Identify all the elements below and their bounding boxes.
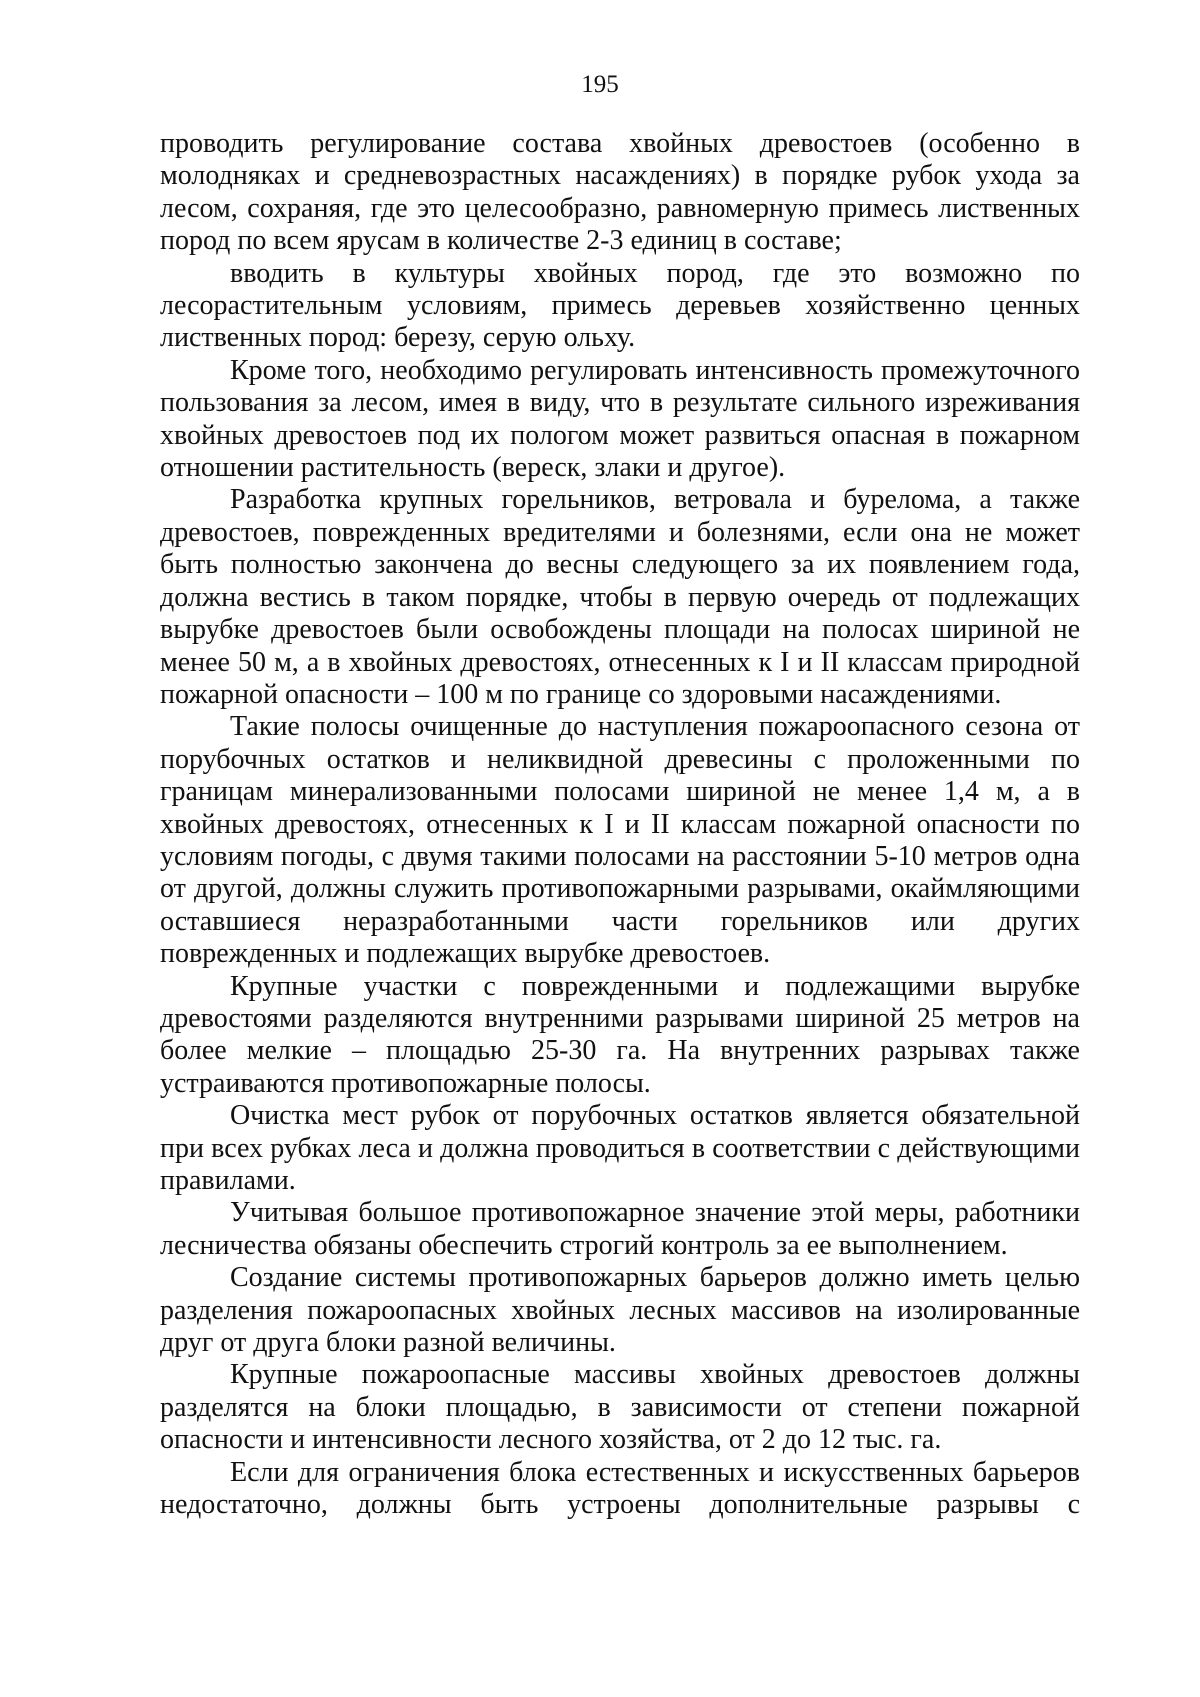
paragraph-internal-breaks: Крупные участки с поврежденными и подлежащими вырубке древостоями разделяются внутренними разрывами шириной 25 метров на более мелкие – площадью 25-30 га. На внутренних разрывах также устраиваются противопожарные полосы. bbox=[160, 970, 1080, 1099]
paragraph-additional-breaks: Если для ограничения блока естественных и искусственных барьеров недостаточно, должны быть устроены дополнительные разрывы с bbox=[160, 1456, 1080, 1521]
document-body bbox=[160, 128, 1080, 1521]
paragraph-control: Учитывая большое противопожарное значение этой меры, работники лесничества обязаны обеспечить строгий контроль за ее выполнением. bbox=[160, 1197, 1080, 1261]
paragraph-firebreak-strips: Такие полосы очищенные до наступления пожароопасного сезона от порубочных остатков и неликвидной древесины с проложенными по границам минерализованными полосами шириной не менее 1,4 м, а в хвойных древостоях, отнесенных к I и II классам пожарной опасности по условиям погоды, с двумя такими полосами на расстоянии 5-10 метров одна от другой, должны служить противопожарными разрывами, окаймляющими оставшиеся неразработанными части горельников или других поврежденных и подлежащих вырубке древостоев. bbox=[160, 711, 1080, 970]
paragraph-intermediate-use: Кроме того, необходимо регулировать интенсивность промежуточного пользования за лесом, имея в виду, что в результате сильного изреживания хвойных древостоев под их пологом может развиться опасная в пожарном отношении растительность (вереск, злаки и другое). bbox=[160, 354, 1080, 484]
paragraph-burned-areas: Разработка крупных горельников, ветровала и бурелома, а также древостоев, поврежденных вредителями и болезнями, если она не может быть полностью закончена до весны следующего за их появлением года, должна вестись в таком порядке, чтобы в первую очередь от подлежащих вырубке древостоев были освобождены площади на полосах шириной не менее 50 м, а в хвойных древостоях, отнесенных к I и II классам природной пожарной опасности – 100 м по границе со здоровыми насаждениями. bbox=[160, 484, 1080, 710]
paragraph-regulation-continuation: проводить регулирование состава хвойных древостоев (особенно в молодняках и средневозрастных насаждениях) в порядке рубок ухода за лесом, сохраняя, где это целесообразно, равномерную примесь лиственных пород по всем ярусам в количестве 2-3 единиц в составе; bbox=[160, 128, 1080, 257]
paragraph-slash-cleanup: Очистка мест рубок от порубочных остатков является обязательной при всех рубках леса и должна проводиться в соответствии с действующими правилами. bbox=[160, 1100, 1080, 1196]
paragraph-deciduous-admixture: вводить в культуры хвойных пород, где это возможно по лесорастительным условиям, примесь деревьев хозяйственно ценных лиственных пород: березу, серую ольху. bbox=[160, 257, 1080, 354]
paragraph-barrier-system: Создание системы противопожарных барьеров должно иметь целью разделения пожароопасных хвойных лесных массивов на изолированные друг от друга блоки разной величины. bbox=[160, 1262, 1080, 1359]
paragraph-block-size: Крупные пожароопасные массивы хвойных древостоев должны разделятся на блоки площадью, в зависимости от степени пожарной опасности и интенсивности лесного хозяйства, от 2 до 12 тыс. га. bbox=[160, 1359, 1080, 1456]
page-number: 195 bbox=[581, 71, 619, 98]
